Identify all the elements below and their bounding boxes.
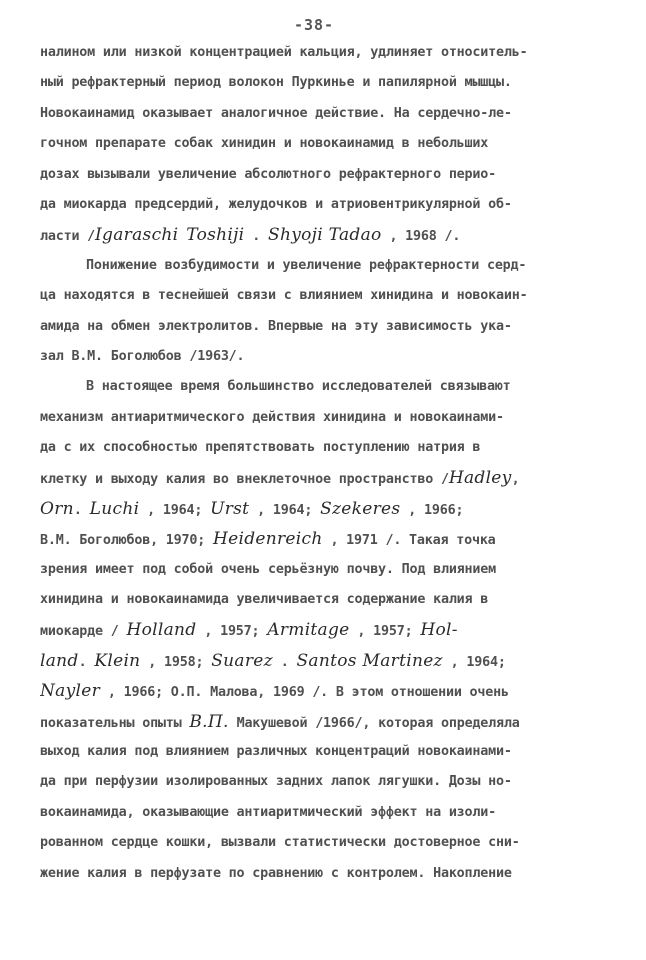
typed-text: зрения имеет под собой очень серьёзную почву. Под влиянием (40, 561, 496, 577)
page-number: -38- (293, 16, 335, 34)
typed-text: В настоящее время большинство исследователей связывают (86, 379, 511, 395)
text-line (40, 615, 608, 645)
typed-text: жение калия в перфузате по сравнению с контролем. Накопление (40, 865, 512, 881)
handwritten-name: Armitage (267, 620, 350, 641)
handwritten-name: В.П. (189, 711, 229, 732)
typed-text: , 1964; (442, 654, 506, 670)
handwritten-name: land (40, 650, 79, 671)
text-line (40, 38, 608, 68)
handwritten-name: Toshiji (186, 225, 245, 246)
typed-text: . (244, 229, 269, 245)
typed-text: Макушевой /1966/, которая определяла (228, 715, 520, 731)
text-line (40, 68, 608, 98)
typed-text: миокарде / (40, 624, 127, 640)
typed-text: вокаинамида, оказывающие антиаритмический эффект на изоли- (40, 804, 496, 820)
typed-text: , 1968 /. (381, 229, 461, 245)
handwritten-name: Holland (126, 620, 197, 641)
typed-text: Новокаинамид оказывает аналогичное действие. На сердечно-ле- (40, 105, 512, 121)
handwritten-name: Suarez (211, 650, 273, 671)
typed-text: , (511, 472, 520, 488)
handwritten-name: Shyoji Tadao (268, 225, 382, 246)
typed-text: да с их способностью препятствовать поступлению натрия в (40, 440, 481, 456)
text-line (40, 220, 608, 250)
typed-text: выход калия под влиянием различных концентраций новокаинами- (40, 743, 512, 759)
text-line (40, 798, 608, 828)
typed-text: . (73, 502, 90, 518)
text-line (40, 494, 608, 524)
typed-text: да при перфузии изолированных задних лапок лягушки. Дозы но- (40, 774, 512, 790)
text-line (40, 859, 608, 889)
typed-text: , 1957; (196, 624, 268, 640)
text-line (40, 312, 608, 342)
text-line (40, 646, 608, 676)
typed-text: . (78, 654, 95, 670)
typed-text: ласти / (40, 229, 96, 245)
typed-text: , 1957; (349, 624, 421, 640)
typed-text: налином или низкой концентрацией кальция, удлиняет относитель- (40, 45, 528, 60)
typed-text: , 1966; О.П. Малова, 1969 /. В этом отношении очень (100, 685, 509, 701)
typed-text: , 1971 /. Такая точка (322, 533, 496, 549)
typed-text: , 1964; (249, 502, 321, 518)
text-line (40, 190, 608, 220)
text-line (40, 251, 608, 281)
text-line (40, 160, 608, 190)
typed-text: зал В.М. Боголюбов /1963/. (40, 348, 245, 364)
text-line (40, 463, 608, 493)
text-line (40, 433, 608, 463)
typed-text: рованном сердце кошки, вызвали статистически достоверное сни- (40, 835, 520, 851)
text-line (40, 828, 608, 858)
typed-text: показательны опыты (40, 715, 190, 731)
text-line (40, 342, 608, 372)
text-line (40, 737, 608, 767)
typed-text: , 1964; (139, 502, 211, 518)
text-line (40, 676, 608, 706)
handwritten-name: Heidenreich (212, 529, 323, 550)
typed-text: клетку и выходу калия во внеклеточное пространство / (40, 472, 449, 488)
text-line (40, 585, 608, 615)
handwritten-name: Szekeres (320, 498, 401, 519)
typed-text: Понижение возбудимости и увеличение рефрактерности серд- (86, 257, 527, 273)
handwritten-name: Orn (40, 498, 74, 519)
handwritten-name: Klein (94, 650, 141, 671)
handwritten-name: Santos Martinez (296, 650, 443, 671)
typed-text: ца находятся в теснейшей связи с влиянием хинидина и новокаин- (40, 288, 528, 304)
typed-text: дозах вызывали увеличение абсолютного рефрактерного перио- (40, 166, 496, 182)
body-text (40, 38, 608, 889)
typed-text: , 1958; (140, 654, 212, 670)
typed-text: амида на обмен электролитов. Впервые на эту зависимость ука- (40, 318, 512, 334)
text-line (40, 524, 608, 554)
typed-text: хинидина и новокаинамида увеличивается содержание калия в (40, 592, 489, 608)
handwritten-name: Hadley (448, 468, 512, 489)
text-line (40, 767, 608, 797)
typed-text: механизм антиаритмического действия хинидина и новокаинами- (40, 409, 504, 425)
text-line (40, 129, 608, 159)
handwritten-name: Nayler (40, 681, 101, 702)
text-line (40, 372, 608, 402)
text-line (40, 555, 608, 585)
typed-text: да миокарда предсердий, желудочков и атриовентрикулярной об- (40, 196, 512, 212)
typed-text: . (272, 654, 297, 670)
handwritten-name: Luchi (89, 498, 140, 519)
handwritten-name: Urst (210, 498, 250, 519)
text-line (40, 403, 608, 433)
typed-text: В.М. Боголюбов, 1970; (40, 533, 213, 549)
text-line (40, 281, 608, 311)
typed-text: гочном препарате собак хинидин и новокаинамид в небольших (40, 136, 489, 152)
handwritten-name: Igaraschi (95, 225, 179, 246)
handwritten-name: Hol- (420, 620, 458, 641)
typed-text: ный рефрактерный период волокон Пуркинье и папилярной мышцы. (40, 75, 512, 91)
text-line (40, 707, 608, 737)
typed-text: , 1966; (400, 502, 464, 518)
text-line (40, 99, 608, 129)
